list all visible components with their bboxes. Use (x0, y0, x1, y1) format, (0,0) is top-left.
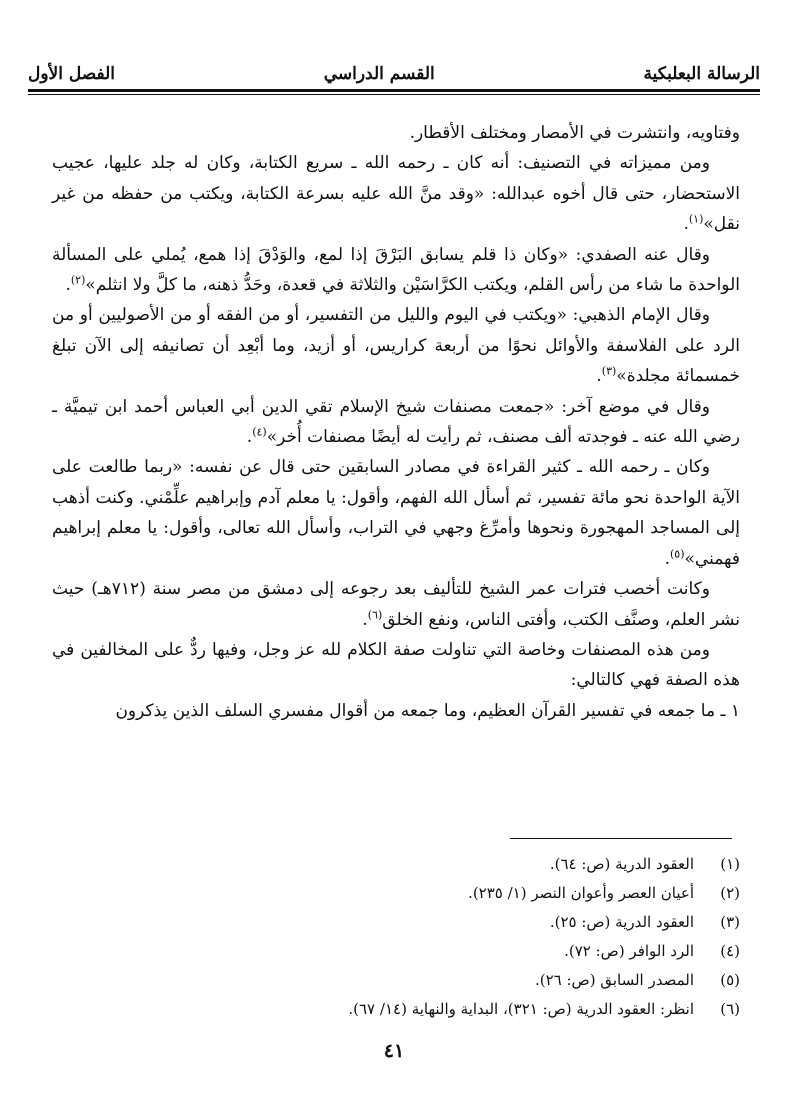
footnote-ref-4[interactable]: (٤) (252, 425, 267, 439)
footnote-ref-2[interactable]: (٢) (70, 273, 86, 287)
book-title: الرسالة البعلبكية (643, 64, 760, 84)
footnote-text: انظر: العقود الدرية (ص: ٣٢١)، البداية والنهاية (١٤/ ٦٧). (348, 1000, 694, 1018)
section-title: القسم الدراسي (323, 64, 435, 84)
running-header (28, 60, 760, 88)
paragraph-8: ومن هذه المصنفات وخاصة التي تناولت صفة الكلام لله عز وجل، وفيها ردٌّ على المخالفين في هذه الصفة فهي كالتالي: (52, 639, 740, 691)
footnote-text: المصدر السابق (ص: ٢٦). (534, 971, 694, 989)
footnote-number: (٣) (720, 913, 740, 931)
paragraph-3: وقال عنه الصفدي: «وكان ذا قلم يسابق البَرْقَ إذا لمع، والوَدْقَ إذا همع، يُملي على المسألة الواحدة ما شاء من رأس القلم، ويكتب الكرَّاسَيْن والثلاثة في قعدة، وحَدُّ ذهنه، ما كلَّ ولا انثلم»$^{(٢)}$. (52, 244, 740, 296)
footnote-item (52, 908, 740, 937)
page-number: ٤١ (383, 1040, 405, 1062)
footnote-ref-5[interactable]: (٥) (669, 547, 685, 561)
footnote-item (52, 850, 740, 879)
footnote-number: (٦) (720, 1000, 740, 1018)
footnote-ref-3[interactable]: (٣) (601, 364, 617, 378)
footnote-text: العقود الدرية (ص: ٢٥). (549, 913, 694, 931)
paragraph-9: ١ ـ ما جمعه في تفسير القرآن العظيم، وما جمعه من أقوال مفسري السلف الذين يذكرون (115, 700, 740, 721)
footnotes (52, 850, 740, 1024)
paragraph-5: وقال في موضع آخر: «جمعت مصنفات شيخ الإسلام تقي الدين أبي العباس أحمد ابن تيميَّة ـ رضي الله عنه ـ فوجدته ألف مصنف، ثم رأيت له أيضًا مصنفات أُخر»$^{(٤)}$. (52, 396, 740, 448)
paragraph-4: وقال الإمام الذهبي: «ويكتب في اليوم والليل من التفسير، أو من الفقه أو من الأصوليين أو من الرد على الفلاسفة والأوائل نحوًا من أربعة كراريس، أو أزيد، وما أبْعِد أن تصانيفه إلى الآن تبلغ خمسمائة مجلدة»$^{(٣)}$. (52, 305, 740, 387)
paragraph-2: ومن مميزاته في التصنيف: أنه كان ـ رحمه الله ـ سريع الكتابة، وكان له جلد عليها، عجيب الاستحضار، حتى قال أخوه عبدالله: «وقد منَّ الله عليه بسرعة الكتابة، ويكتب من حفظه من غير نقل»$^{(١)}$. (52, 153, 740, 235)
footnote-number: (٥) (720, 971, 740, 989)
footnote-item (52, 879, 740, 908)
paragraph-6: وكان ـ رحمه الله ـ كثير القراءة في مصادر السابقين حتى قال عن نفسه: «ربما طالعت على الآية الواحدة نحو مائة تفسير، ثم أسأل الله الفهم، وأقول: يا معلم آدم وإبراهيم علِّمْني. وكنت أذهب إلى المساجد المهجورة ونحوها وأمرِّغ وجهي في التراب، وأسأل الله تعالى، وأقول: يا معلم إبراهيم فهمني»$^{(٥)}$. (52, 457, 740, 569)
footnote-separator (510, 838, 732, 839)
footnote-text: أعيان العصر وأعوان النصر (١/ ٢٣٥). (468, 884, 694, 902)
header-rule-thick (28, 89, 760, 92)
footnote-text: الرد الوافر (ص: ٧٢). (564, 942, 694, 960)
footnote-ref-1[interactable]: (١) (688, 212, 704, 226)
footnote-number: (٤) (720, 942, 740, 960)
footnote-number: (٢) (720, 884, 740, 902)
footnote-item (52, 995, 740, 1024)
header-rule-thin (28, 94, 760, 95)
footnote-text: العقود الدرية (ص: ٦٤). (549, 855, 694, 873)
footnote-ref-6[interactable]: (٦) (367, 607, 383, 621)
paragraph-7: وكانت أخصب فترات عمر الشيخ للتأليف بعد رجوعه إلى دمشق من مصر سنة (٧١٢هـ) حيث نشر العلم، وصنَّف الكتب، وأفتى الناس، ونفع الخلق$^{(٦)}$. (52, 579, 740, 630)
footnote-item (52, 966, 740, 995)
paragraph-1: وفتاويه، وانتشرت في الأمصار ومختلف الأقطار. (409, 123, 740, 143)
footnote-item (52, 937, 740, 966)
chapter-title: الفصل الأول (28, 64, 116, 84)
body-text (52, 118, 740, 726)
footnote-number: (١) (720, 855, 740, 873)
